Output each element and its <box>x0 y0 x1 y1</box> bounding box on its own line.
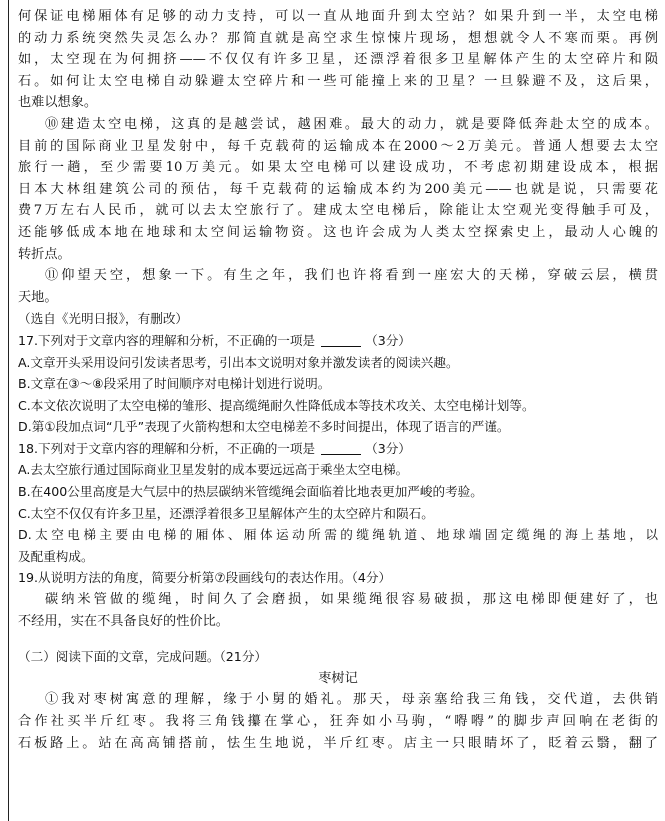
text-line: 石板路上。站在高高铺搭前，怯生生地说，半斤红枣。店主一只眼睛坏了，眨着云翳，翻了 <box>18 735 658 751</box>
question-stem: 19.从说明方法的角度，简要分析第⑦段画线句的表达作用。（4分） <box>18 570 392 586</box>
exam-page <box>18 6 658 754</box>
text-line: ⑪仰望天空，想象一下。有生之年，我们也许将看到一座宏大的天梯，穿破云层，横贯 <box>45 268 658 284</box>
question-stem-text: 17.下列对于文章内容的理解和分析，不正确的一项是 <box>18 332 316 348</box>
quoted-sentence: 碳纳米管做的缆绳，时间久了会磨损，如果缆绳很容易破损，那这电梯即便建好了，也 <box>45 592 658 608</box>
option-d: D.第①段加点词“几乎”表现了火箭构想和太空电梯差不多时间提出，体现了语言的严谨。 <box>18 419 510 435</box>
option-c: C.太空不仅仅有许多卫星，还漂浮着很多卫星解体产生的太空碎片和陨石。 <box>18 505 434 521</box>
text-line: 日本大林组建筑公司的预估，每千克载荷的运输成本约为200美元——也就是说，只需要花 <box>18 181 658 197</box>
text-line: 费7万左右人民币，就可以去太空旅行了。建成太空电梯后，除能让太空观光变得触手可及， <box>18 203 658 219</box>
text-line: 还能够低成本地在地球和太空间运输物资。这也许会成为人类太空探索史上，最动人心魄的 <box>18 224 658 240</box>
question-stem <box>18 438 658 460</box>
question-stem <box>18 330 658 352</box>
text-line: 天地。 <box>18 289 58 305</box>
quoted-sentence: 不经用，实在不具备良好的性价比。 <box>18 613 229 629</box>
option-b: B.文章在③～⑧段采用了时间顺序对电梯计划进行说明。 <box>18 376 331 392</box>
answer-blank[interactable] <box>321 334 361 347</box>
source-note: （选自《光明日报》，有删改） <box>18 311 189 327</box>
text-line: 也难以想象。 <box>18 95 98 111</box>
text-line: 石。如何让太空电梯自动躲避太空碎片和一些可能撞上来的卫星？一旦躲避不及，这后果， <box>18 73 658 89</box>
page-left-border <box>8 0 9 821</box>
answer-blank[interactable] <box>321 442 361 455</box>
question-points: （3分） <box>365 440 411 456</box>
text-line: 转折点。 <box>18 246 71 262</box>
option-a: A.去太空旅行通过国际商业卫星发射的成本要远远高于乘坐太空电梯。 <box>18 462 409 478</box>
text-line: 旅行一趟，至少需要10万美元。如果太空电梯可以建设成功，不考虑初期建设成本，根据 <box>18 160 658 176</box>
passage-continuation <box>18 6 658 114</box>
paragraph-10 <box>18 114 658 265</box>
paragraph-11 <box>18 265 658 308</box>
option-d: D.太空电梯主要由电梯的厢体、厢体运动所需的缆绳轨道、地球端固定缆绳的海上基地，以 <box>18 527 658 543</box>
article-title: 枣树记 <box>318 670 358 686</box>
text-line: 合作社买半斤红枣。我将三角钱攥在掌心，狂奔如小马驹，“嘚嘚”的脚步声回响在老街的 <box>18 714 658 729</box>
section-2 <box>18 646 658 754</box>
question-17 <box>18 330 658 438</box>
question-18 <box>18 438 658 568</box>
text-line: ⑩建造太空电梯，这真的是越尝试，越困难。最大的动力，就是要降低奔赴太空的成本。 <box>45 116 658 132</box>
option-a: A.文章开头采用设问引发读者思考，引出本文说明对象并激发读者的阅读兴趣。 <box>18 354 459 370</box>
text-line: 何保证电梯厢体有足够的动力支持，可以一直从地面升到太空站？如果升到一半，太空电梯 <box>18 9 658 24</box>
option-c: C.本文依次说明了太空电梯的雏形、提高缆绳耐久性降低成本等技术攻关、太空电梯计划等。 <box>18 397 535 413</box>
option-b: B.在400公里高度是大气层中的热层碳纳米管缆绳会面临着比地表更加严峻的考验。 <box>18 484 483 500</box>
spacer <box>18 632 658 646</box>
text-line: 目前的国际商业卫星发射中，每千克载荷的运输成本在2000～2万美元。普通人想要去太空 <box>18 138 658 154</box>
section-heading: （二）阅读下面的文章，完成问题。（21分） <box>18 649 268 665</box>
text-line: ①我对枣树寓意的理解，缘于小舅的婚礼。那天，母亲塞给我三角钱，交代道，去供销 <box>45 692 658 708</box>
question-points: （3分） <box>365 332 411 348</box>
option-d-continued: 及配重构成。 <box>18 548 94 564</box>
question-stem-text: 18.下列对于文章内容的理解和分析，不正确的一项是 <box>18 440 316 456</box>
question-19 <box>18 567 658 632</box>
text-line: 如，太空现在为何拥挤——不仅仅有许多卫星，还漂浮着很多卫星解体产生的太空碎片和陨 <box>18 52 658 68</box>
text-line: 的动力系统突然失灵怎么办？那简直就是高空求生惊悚片现场，想想就令人不寒而栗。再例 <box>18 30 658 46</box>
